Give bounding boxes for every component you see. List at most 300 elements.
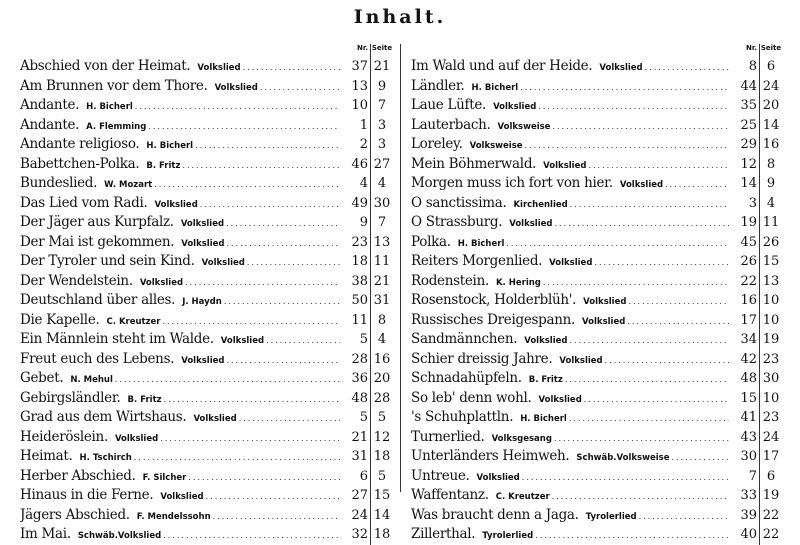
entry-page: 23 (759, 408, 782, 428)
entry-page: 5 (370, 467, 393, 487)
entry-page: 22 (759, 506, 782, 526)
leader-dots (135, 97, 340, 116)
entry-title: Heideröslein. (20, 428, 108, 445)
entry-number: 16 (740, 293, 757, 308)
entry-number: 8 (748, 59, 757, 74)
leader-dots (148, 117, 340, 136)
leader-dots (226, 351, 340, 370)
toc-entry (20, 389, 393, 409)
entry-title: Turnerlied. (411, 428, 485, 445)
entry-page: 19 (759, 330, 782, 350)
toc-entry (20, 252, 393, 272)
entry-genre: N. Mehul (70, 375, 113, 385)
toc-entry (20, 369, 393, 389)
entry-number: 13 (351, 78, 368, 94)
toc-entry (411, 389, 782, 409)
toc-entry (20, 291, 393, 311)
entry-title: Andante. (20, 97, 80, 113)
entry-genre: H. Bicherl (457, 238, 505, 249)
leader-dots (570, 195, 729, 214)
entry-number: 27 (351, 488, 368, 503)
entry-genre: Volksweise (497, 121, 551, 132)
entry-number: 19 (740, 215, 757, 230)
toc-entry (20, 155, 393, 175)
entry-number: 3 (748, 195, 757, 211)
leader-dots (206, 487, 340, 506)
entry-page: 4 (759, 194, 782, 214)
toc-entry (20, 506, 393, 526)
toc-entry (411, 57, 782, 77)
entry-page: 6 (759, 467, 782, 487)
entry-genre: Volkslied (214, 82, 258, 93)
leader-dots (185, 273, 340, 292)
leader-dots (522, 468, 729, 487)
toc-entry (20, 213, 393, 233)
toc-entry (20, 194, 393, 214)
entry-title: Gebirgsländler. (20, 389, 121, 406)
entry-genre: Volksweise (469, 141, 523, 151)
entry-title: Der Wendelstein. (20, 272, 133, 289)
toc-entry (411, 194, 782, 214)
leader-dots (543, 273, 729, 292)
entry-number: 31 (351, 449, 368, 464)
entry-genre: Volksgesang (491, 433, 552, 444)
leader-dots (213, 507, 340, 526)
toc-entry (20, 233, 393, 253)
entry-title: So leb' denn wohl. (411, 389, 532, 406)
entry-genre: H. Bicherl (520, 414, 567, 424)
toc-entry (20, 96, 393, 116)
leader-dots (569, 409, 729, 428)
entry-genre: B. Fritz (127, 394, 162, 405)
leader-dots (552, 117, 729, 136)
entry-title: Untreue. (411, 467, 470, 484)
leader-dots (163, 526, 340, 545)
entry-page: 28 (370, 389, 393, 409)
leader-dots (565, 370, 729, 389)
column-divider (400, 44, 401, 492)
toc-entry (411, 467, 782, 487)
entry-page: 24 (759, 77, 782, 97)
entry-title: Lauterbach. (411, 116, 491, 133)
entry-genre: B. Fritz (528, 375, 563, 385)
entry-title: Herber Abschied. (20, 467, 136, 484)
entry-title: Rodenstein. (411, 272, 489, 289)
entry-page: 13 (759, 272, 782, 292)
entry-page: 10 (759, 311, 782, 331)
toc-entry (411, 408, 782, 428)
entry-genre: A. Flemming (86, 121, 147, 132)
entry-genre: F. Mendelssohn (136, 511, 211, 522)
entry-title: Im Mai. (20, 526, 71, 542)
leader-dots (627, 312, 729, 331)
entry-title: Sandmännchen. (411, 331, 518, 347)
entry-number: 42 (740, 351, 757, 367)
entry-page: 5 (370, 408, 393, 428)
toc-entry (411, 330, 782, 350)
entry-page: 18 (370, 525, 393, 545)
entry-title: Am Brunnen vor dem Thore. (20, 77, 208, 94)
entry-genre: Schwäb.Volkslied (77, 531, 162, 541)
toc-column-right (411, 44, 782, 545)
entry-number: 2 (359, 137, 368, 152)
leader-dots (243, 58, 340, 77)
toc-entry (20, 57, 393, 77)
entry-number: 32 (351, 527, 368, 542)
entry-number: 29 (740, 137, 757, 152)
entry-genre: J. Haydn (182, 297, 222, 307)
entry-page: 30 (759, 369, 782, 389)
leader-dots (188, 468, 340, 487)
toc-entry (20, 350, 393, 370)
entry-genre: Volkslied (201, 258, 245, 268)
entry-page: 10 (759, 389, 782, 409)
entry-title: Andante religioso. (20, 136, 140, 152)
entry-title: Heimat. (20, 448, 73, 464)
entry-page: 24 (759, 428, 782, 448)
page-title: Inhalt. (353, 6, 447, 28)
entry-title: Morgen muss ich fort von hier. (411, 175, 613, 191)
entry-number: 11 (351, 312, 368, 328)
entry-number: 35 (740, 98, 757, 113)
entry-title: Der Mai ist gekommen. (20, 233, 175, 250)
entry-title: Hinaus in die Ferne. (20, 487, 154, 503)
leader-dots (200, 195, 340, 214)
entry-page: 17 (759, 447, 782, 467)
leader-dots (182, 156, 340, 175)
entry-title: Rosenstock, Holderblüh'. (411, 292, 577, 308)
entry-genre: H. Bicherl (471, 82, 519, 93)
leader-dots (569, 331, 729, 350)
entry-number: 21 (351, 429, 368, 445)
entry-genre: C. Kreutzer (495, 492, 550, 502)
entry-title: Die Kapelle. (20, 311, 100, 328)
nr-header: Nr. (357, 44, 368, 52)
toc-entry (20, 525, 393, 545)
entry-number: 17 (740, 312, 757, 328)
toc-entry (411, 233, 782, 253)
entry-page: 8 (370, 311, 393, 331)
entry-page: 6 (759, 57, 782, 77)
toc-entry (20, 311, 393, 331)
entry-number: 34 (740, 332, 757, 347)
entry-number: 38 (351, 273, 368, 289)
entry-genre: Volkslied (139, 277, 184, 288)
toc-entry (20, 116, 393, 136)
entry-number: 33 (740, 488, 757, 503)
entry-title: Mein Böhmerwald. (411, 155, 537, 172)
entry-page: 9 (370, 77, 393, 97)
toc-entry (411, 428, 782, 448)
entry-page: 20 (759, 96, 782, 116)
entry-page: 14 (370, 506, 393, 526)
entry-number: 25 (740, 117, 757, 133)
entry-genre: Volkslied (538, 394, 582, 405)
entry-title: Abschied von der Heimat. (20, 58, 191, 74)
entry-genre: H. Tschirch (79, 453, 132, 463)
entry-genre: Tyrolerlied (482, 531, 534, 541)
leader-dots (195, 136, 340, 155)
leader-dots (554, 214, 729, 233)
entry-title: Freut euch des Lebens. (20, 350, 175, 367)
leader-dots (164, 390, 340, 409)
toc-entry (411, 506, 782, 526)
entry-number: 44 (740, 78, 757, 94)
entry-number: 24 (351, 507, 368, 523)
entry-number: 18 (351, 254, 368, 269)
column-header (411, 44, 782, 57)
entry-number: 10 (351, 98, 368, 113)
entry-genre: F. Silcher (142, 472, 187, 483)
entry-title: Waffentanz. (411, 487, 489, 503)
entry-number: 1 (359, 117, 368, 133)
leader-dots (163, 312, 340, 331)
entry-title: Ländler. (411, 77, 465, 94)
leader-dots (639, 507, 729, 526)
entry-title: Gebet. (20, 370, 64, 386)
entry-number: 39 (740, 507, 757, 523)
leader-dots (594, 253, 729, 272)
toc-entry (20, 272, 393, 292)
entry-genre: H. Bicherl (146, 141, 194, 151)
toc-entry (20, 486, 393, 506)
entry-page: 20 (370, 369, 393, 389)
entry-genre: Volkslied (509, 219, 553, 229)
entry-genre: Volkslied (476, 472, 520, 483)
leader-dots (260, 78, 340, 97)
entry-genre: Volkslied (559, 355, 603, 366)
entry-title: Unterländers Heimweh. (411, 448, 570, 464)
entry-genre: Volkslied (599, 63, 643, 73)
entry-page: 15 (370, 486, 393, 506)
entry-title: Zillerthal. (411, 526, 476, 542)
toc-entry (411, 486, 782, 506)
leader-dots (226, 234, 340, 253)
entry-number: 15 (740, 390, 757, 406)
toc-entry (411, 116, 782, 136)
toc-entry (411, 350, 782, 370)
toc-entry (20, 408, 393, 428)
entry-title: Der Tyroler und sein Kind. (20, 253, 195, 269)
entry-number: 46 (351, 156, 368, 172)
entry-title: Schnadahüpfeln. (411, 370, 522, 386)
leader-dots (266, 331, 340, 350)
entry-title: Schier dreissig Jahre. (411, 350, 553, 367)
toc-entry (411, 291, 782, 311)
entry-number: 26 (740, 254, 757, 269)
entry-title: Was braucht denn a Jaga. (411, 506, 579, 523)
entry-page: 16 (370, 350, 393, 370)
entry-page: 19 (759, 486, 782, 506)
entry-number: 5 (359, 332, 368, 347)
entry-genre: Volkslied (493, 102, 537, 112)
entry-number: 45 (740, 234, 757, 250)
entry-page: 30 (370, 194, 393, 214)
leader-dots (628, 292, 729, 311)
toc-entry (411, 272, 782, 292)
entry-genre: Volkslied (154, 199, 198, 210)
entry-genre: Volkslied (549, 258, 593, 268)
leader-dots (239, 409, 340, 428)
entry-genre: Volkslied (220, 336, 265, 346)
entry-page: 4 (370, 174, 393, 194)
entry-page: 18 (370, 447, 393, 467)
leader-dots (247, 253, 340, 272)
leader-dots (671, 448, 729, 467)
entry-number: 43 (740, 429, 757, 445)
entry-genre: H. Bicherl (86, 102, 133, 112)
entry-number: 36 (351, 371, 368, 386)
toc-entry (20, 77, 393, 97)
entry-title: Grad aus dem Wirtshaus. (20, 409, 187, 425)
entry-number: 30 (740, 449, 757, 464)
seite-header: Seite (370, 44, 393, 57)
entry-title: O Strassburg. (411, 214, 503, 230)
entry-page: 9 (759, 174, 782, 194)
entry-title: 's Schuhplattln. (411, 409, 514, 425)
leader-dots (160, 429, 340, 448)
leader-dots (552, 487, 729, 506)
leader-dots (554, 429, 729, 448)
leader-dots (520, 78, 729, 97)
entry-genre: Schwäb.Volksweise (576, 453, 670, 463)
entry-page: 21 (370, 272, 393, 292)
entry-genre: C. Kreutzer (106, 316, 161, 327)
leader-dots (605, 351, 729, 370)
entry-number: 14 (740, 176, 757, 191)
entry-title: Im Wald und auf der Heide. (411, 58, 593, 74)
entry-genre: Volkslied (181, 355, 225, 366)
entry-number: 22 (740, 273, 757, 289)
toc-entry (20, 428, 393, 448)
leader-dots (224, 292, 340, 311)
entry-genre: Volkslied (193, 414, 237, 424)
entry-number: 50 (351, 293, 368, 308)
entry-title: O sanctissima. (411, 194, 507, 211)
toc-entry (411, 77, 782, 97)
entry-page: 31 (370, 291, 393, 311)
entry-page: 26 (759, 233, 782, 253)
entry-number: 41 (740, 410, 757, 425)
entry-page: 3 (370, 135, 393, 155)
leader-dots (525, 136, 729, 155)
toc-entry (411, 135, 782, 155)
entry-title: Polka. (411, 233, 451, 250)
toc-entry (411, 174, 782, 194)
entry-genre: K. Hering (495, 277, 541, 288)
entry-page: 8 (759, 155, 782, 175)
entry-title: Das Lied vom Radi. (20, 194, 148, 211)
column-header (20, 44, 393, 57)
entry-page: 10 (759, 291, 782, 311)
leader-dots (538, 97, 729, 116)
toc-entry (411, 155, 782, 175)
entry-genre: W. Mozart (104, 180, 153, 190)
leader-dots (115, 370, 340, 389)
leader-dots (665, 175, 729, 194)
toc-entry (411, 252, 782, 272)
entry-number: 49 (351, 195, 368, 211)
entry-page: 13 (370, 233, 393, 253)
entry-title: Loreley. (411, 136, 463, 152)
toc-entry (411, 96, 782, 116)
toc-entry (411, 213, 782, 233)
entry-genre: Volkslied (582, 316, 626, 327)
entry-genre: Volkslied (181, 238, 225, 249)
leader-dots (134, 448, 340, 467)
entry-page: 11 (759, 213, 782, 233)
leader-dots (535, 526, 729, 545)
entry-number: 9 (359, 215, 368, 230)
entry-genre: B. Fritz (146, 160, 181, 171)
entry-genre: Volkslied (543, 160, 587, 171)
entry-genre: Volkslied (180, 219, 225, 229)
entry-title: Deutschland über alles. (20, 292, 176, 308)
entry-genre: Volkslied (160, 492, 204, 502)
entry-genre: Volkslied (114, 433, 159, 444)
leader-dots (588, 156, 729, 175)
entry-page: 22 (759, 525, 782, 545)
seite-header: Seite (759, 44, 782, 57)
entry-page: 23 (759, 350, 782, 370)
toc-entry (411, 369, 782, 389)
toc-entry (20, 467, 393, 487)
entry-number: 48 (351, 390, 368, 406)
entry-genre: Volkslied (619, 180, 664, 190)
entry-number: 7 (748, 468, 757, 484)
entry-number: 5 (359, 410, 368, 425)
entry-page: 16 (759, 135, 782, 155)
entry-title: Laue Lüfte. (411, 97, 487, 113)
entry-title: Der Jäger aus Kurpfalz. (20, 214, 174, 230)
entry-number: 4 (359, 176, 368, 191)
leader-dots (226, 214, 340, 233)
toc-entry (20, 447, 393, 467)
entry-page: 12 (370, 428, 393, 448)
entry-page: 4 (370, 330, 393, 350)
leader-dots (506, 234, 729, 253)
entry-page: 14 (759, 116, 782, 136)
toc-entry (20, 174, 393, 194)
entry-genre: Volkslied (197, 63, 241, 73)
entry-page: 7 (370, 96, 393, 116)
toc-entry (411, 525, 782, 545)
entry-number: 12 (740, 156, 757, 172)
entry-title: Babettchen-Polka. (20, 155, 140, 172)
entry-genre: Kirchenlied (513, 199, 568, 210)
toc-entry (411, 311, 782, 331)
toc-entry (411, 447, 782, 467)
toc-entry (20, 135, 393, 155)
entry-title: Jägers Abschied. (20, 506, 130, 523)
entry-genre: Tyrolerlied (585, 511, 637, 522)
leader-dots (584, 390, 729, 409)
leader-dots (154, 175, 340, 194)
entry-page: 15 (759, 252, 782, 272)
entry-page: 7 (370, 213, 393, 233)
entry-page: 21 (370, 57, 393, 77)
toc-entry (20, 330, 393, 350)
entry-genre: Volkslied (524, 336, 568, 346)
entry-title: Andante. (20, 116, 80, 133)
entry-number: 23 (351, 234, 368, 250)
entry-genre: Volkslied (583, 297, 627, 307)
entry-page: 27 (370, 155, 393, 175)
toc-column-left (20, 44, 393, 545)
entry-page: 11 (370, 252, 393, 272)
entry-number: 28 (351, 351, 368, 367)
leader-dots (645, 58, 729, 77)
